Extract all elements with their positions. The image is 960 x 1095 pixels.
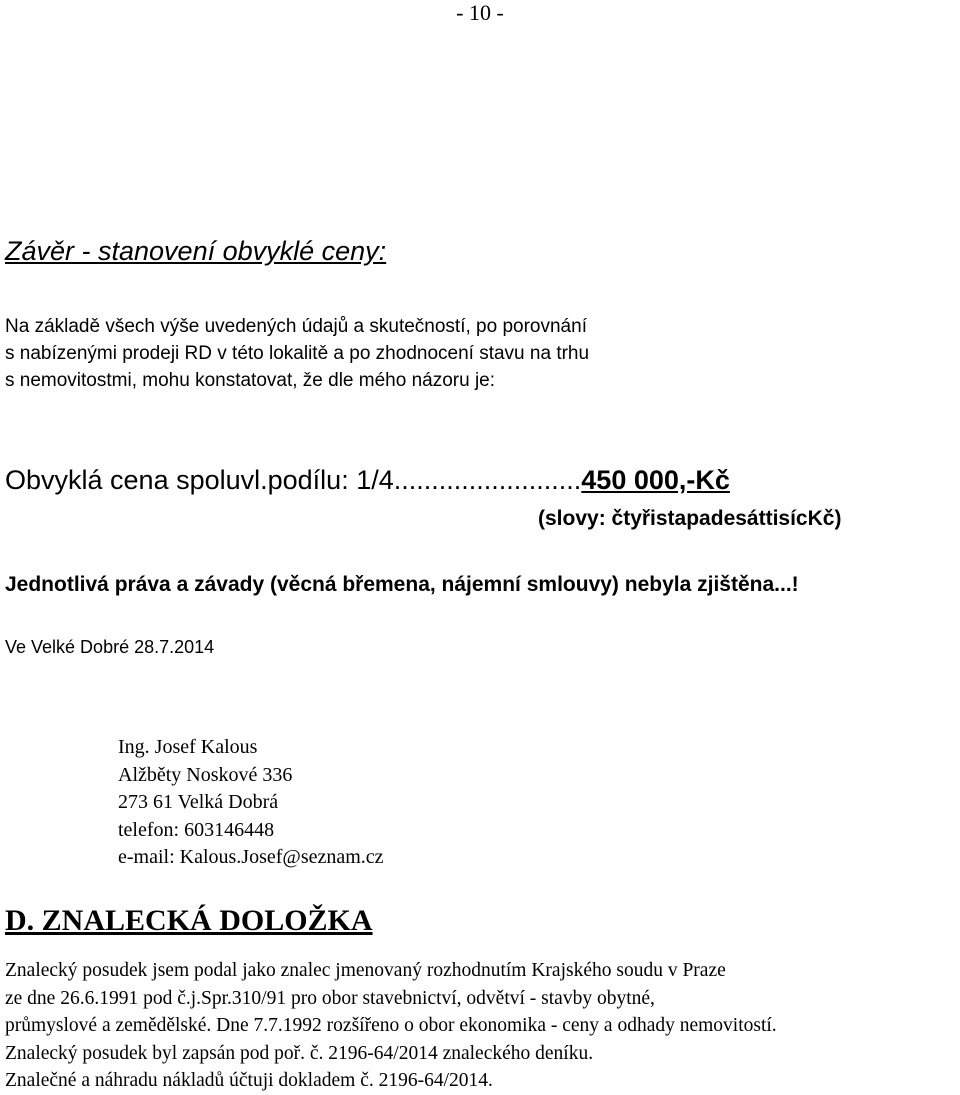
expert-clause-title: D. ZNALECKÁ DOLOŽKA (5, 904, 373, 937)
signature-email: e-mail: Kalous.Josef@seznam.cz (118, 846, 384, 868)
clause-line: ze dne 26.6.1991 pod č.j.Spr.310/91 pro obor stavebnictví, odvětví - stavby obytné, (5, 987, 655, 1009)
expert-clause-text (5, 957, 777, 1095)
signature-phone: telefon: 603146448 (118, 818, 275, 841)
price-label: Obvyklá cena spoluvl.podílu: 1/4......................... (5, 465, 582, 495)
place-date: Ve Velké Dobré 28.7.2014 (5, 637, 215, 657)
intro-line: Na základě všech výše uvedených údajů a skutečností, po porovnání (5, 316, 587, 337)
clause-line: Znalečné a náhradu nákladů účtuji dokladem č. 2196-64/2014. (5, 1070, 493, 1091)
price-line (5, 465, 730, 496)
conclusion-intro (5, 313, 589, 394)
page-number: - 10 - (456, 0, 504, 25)
signature-street: Alžběty Noskové 336 (118, 763, 293, 786)
signature-block (118, 734, 384, 872)
price-value: 450 000,-Kč (581, 465, 730, 495)
intro-line: s nemovitostmi, mohu konstatovat, že dle mého názoru je: (5, 370, 496, 391)
rights-note: Jednotlivá práva a závady (věcná břemena, nájemní smlouvy) nebyla zjištěna...! (5, 573, 799, 596)
conclusion-title: Závěr - stanovení obvyklé ceny: (5, 236, 387, 266)
signature-name: Ing. Josef Kalous (118, 736, 258, 758)
price-in-words: (slovy: čtyřistapadesáttisícKč) (538, 507, 842, 530)
clause-line: Znalecký posudek jsem podal jako znalec jmenovaný rozhodnutím Krajského soudu v Praze (5, 960, 726, 981)
clause-line: Znalecký posudek byl zapsán pod poř. č. 2196-64/2014 znaleckého deníku. (5, 1042, 594, 1064)
signature-city: 273 61 Velká Dobrá (118, 791, 279, 813)
clause-line: průmyslové a zemědělské. Dne 7.7.1992 rozšířeno o obor ekonomika - ceny a odhady nemovitostí. (5, 1015, 777, 1036)
intro-line: s nabízenými prodeji RD v této lokalitě a po zhodnocení stavu na trhu (5, 343, 590, 364)
